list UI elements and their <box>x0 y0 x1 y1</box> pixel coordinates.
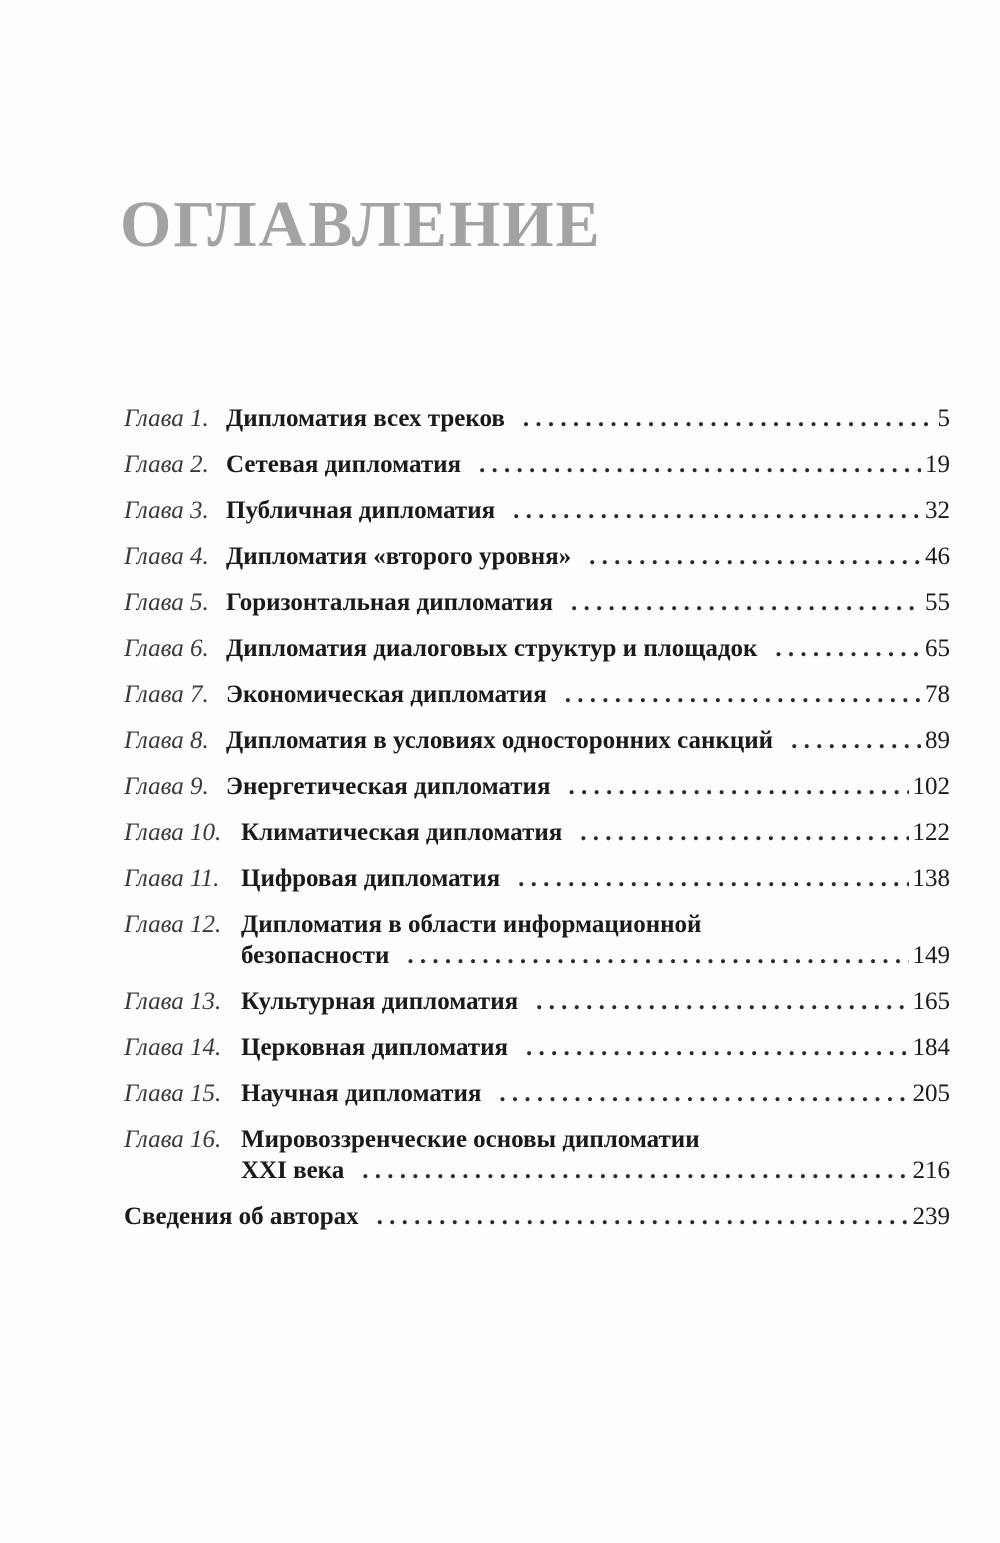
chapter-title: Энергетическая дипломатия <box>226 773 551 800</box>
dot-leader <box>518 863 908 894</box>
entry-body <box>124 1201 950 1232</box>
title-line <box>241 909 950 940</box>
chapter-title: Горизонтальная дипломатия <box>226 589 553 616</box>
dot-leader <box>523 403 934 434</box>
title-line <box>241 817 950 848</box>
entry-body <box>226 771 950 802</box>
page-number: 165 <box>912 988 950 1015</box>
authors-title: Сведения об авторах <box>124 1203 359 1230</box>
chapter-title: Сетевая дипломатия <box>226 451 462 478</box>
chapter-label: Глава 4. <box>124 543 209 570</box>
title-line <box>226 771 950 802</box>
page-number: 78 <box>925 681 950 708</box>
entry-body <box>226 495 950 526</box>
toc-entry-chapter-10[interactable] <box>124 817 950 848</box>
toc-entry-chapter-2[interactable] <box>124 449 950 480</box>
toc-entry-chapter-4[interactable] <box>124 541 950 572</box>
chapter-label: Глава 5. <box>124 589 209 616</box>
entry-body <box>241 1124 950 1186</box>
title-line <box>226 679 950 710</box>
toc-entry-chapter-3[interactable] <box>124 495 950 526</box>
toc-entry-chapter-11[interactable] <box>124 863 950 894</box>
entry-body <box>241 909 950 971</box>
chapter-title: Дипломатия в условиях односторонних санкций <box>226 727 774 754</box>
toc-entry-chapter-6[interactable] <box>124 633 950 664</box>
toc-entry-chapter-12[interactable] <box>124 909 950 971</box>
title-line <box>241 1155 950 1186</box>
page-number: 65 <box>925 635 950 662</box>
title-line <box>241 940 950 971</box>
page-number: 205 <box>912 1080 950 1107</box>
title-line <box>226 587 950 618</box>
chapter-label: Глава 1. <box>124 405 209 432</box>
toc-entry-chapter-8[interactable] <box>124 725 950 756</box>
page-number: 239 <box>912 1203 950 1230</box>
entry-body <box>241 1078 950 1109</box>
page-title: ОГЛАВЛЕНИЕ <box>120 188 602 261</box>
dot-leader <box>526 1032 908 1063</box>
chapter-title: Климатическая дипломатия <box>241 819 563 846</box>
page-number: 122 <box>912 819 950 846</box>
title-line <box>226 633 950 664</box>
page-number: 89 <box>925 727 950 754</box>
chapter-title: Мировоззренческие основы дипломатии <box>241 1126 700 1153</box>
chapter-label: Глава 12. <box>124 911 222 938</box>
chapter-label: Глава 3. <box>124 497 209 524</box>
chapter-label: Глава 10. <box>124 819 222 846</box>
chapter-title: Дипломатия в области информационной <box>241 911 702 938</box>
dot-leader <box>791 725 921 756</box>
entry-body <box>241 986 950 1017</box>
dot-leader <box>377 1201 909 1232</box>
toc-entry-authors[interactable] <box>124 1201 950 1232</box>
entry-body <box>241 817 950 848</box>
dot-leader <box>571 587 921 618</box>
title-line <box>241 1078 950 1109</box>
toc-entry-chapter-9[interactable] <box>124 771 950 802</box>
dot-leader <box>580 817 908 848</box>
table-of-contents <box>124 403 950 1247</box>
entry-body <box>226 403 950 434</box>
title-line <box>241 1032 950 1063</box>
chapter-title: Публичная дипломатия <box>226 497 496 524</box>
dot-leader <box>569 771 909 802</box>
chapter-label: Глава 13. <box>124 988 222 1015</box>
chapter-label: Глава 8. <box>124 727 209 754</box>
chapter-title: Цифровая дипломатия <box>241 865 501 892</box>
entry-body <box>226 633 950 664</box>
entry-body <box>226 679 950 710</box>
toc-entry-chapter-15[interactable] <box>124 1078 950 1109</box>
page-number: 149 <box>912 942 950 969</box>
chapter-label: Глава 9. <box>124 773 209 800</box>
page-number: 55 <box>925 589 950 616</box>
chapter-title-continued: XXI века <box>241 1157 345 1184</box>
toc-entry-chapter-14[interactable] <box>124 1032 950 1063</box>
chapter-title: Церковная дипломатия <box>241 1034 509 1061</box>
chapter-label: Глава 14. <box>124 1034 222 1061</box>
dot-leader <box>499 1078 908 1109</box>
dot-leader <box>362 1155 908 1186</box>
dot-leader <box>407 940 908 971</box>
entry-body <box>226 725 950 756</box>
dot-leader <box>536 986 908 1017</box>
dot-leader <box>513 495 921 526</box>
entry-body <box>226 541 950 572</box>
chapter-label: Глава 7. <box>124 681 209 708</box>
dot-leader <box>775 633 921 664</box>
chapter-title: Экономическая дипломатия <box>226 681 547 708</box>
title-line <box>124 1201 950 1232</box>
title-line <box>241 863 950 894</box>
chapter-title: Научная дипломатия <box>241 1080 482 1107</box>
toc-entry-chapter-16[interactable] <box>124 1124 950 1186</box>
chapter-title-continued: безопасности <box>241 942 390 969</box>
title-line <box>241 1124 950 1155</box>
page-number: 184 <box>912 1034 950 1061</box>
chapter-label: Глава 15. <box>124 1080 222 1107</box>
chapter-title: Дипломатия всех треков <box>226 405 505 432</box>
title-line <box>226 403 950 434</box>
chapter-label: Глава 6. <box>124 635 209 662</box>
chapter-label: Глава 2. <box>124 451 209 478</box>
chapter-label: Глава 16. <box>124 1126 222 1153</box>
page-number: 32 <box>925 497 950 524</box>
chapter-title: Культурная дипломатия <box>241 988 519 1015</box>
toc-entry-chapter-7[interactable] <box>124 679 950 710</box>
entry-body <box>226 449 950 480</box>
dot-leader <box>479 449 921 480</box>
chapter-label: Глава 11. <box>124 865 220 892</box>
page-number: 5 <box>937 405 950 432</box>
toc-entry-chapter-1[interactable] <box>124 403 950 434</box>
title-line <box>226 541 950 572</box>
page-number: 138 <box>912 865 950 892</box>
toc-entry-chapter-13[interactable] <box>124 986 950 1017</box>
title-line <box>226 449 950 480</box>
toc-entry-chapter-5[interactable] <box>124 587 950 618</box>
page-number: 102 <box>912 773 950 800</box>
dot-leader <box>565 679 921 710</box>
entry-body <box>241 1032 950 1063</box>
title-line <box>241 986 950 1017</box>
page-number: 46 <box>925 543 950 570</box>
title-line <box>226 495 950 526</box>
entry-body <box>241 863 950 894</box>
entry-body <box>226 587 950 618</box>
page-number: 19 <box>925 451 950 478</box>
dot-leader <box>589 541 921 572</box>
title-line <box>226 725 950 756</box>
page-number: 216 <box>912 1157 950 1184</box>
chapter-title: Дипломатия «второго уровня» <box>226 543 572 570</box>
chapter-title: Дипломатия диалоговых структур и площадок <box>226 635 758 662</box>
